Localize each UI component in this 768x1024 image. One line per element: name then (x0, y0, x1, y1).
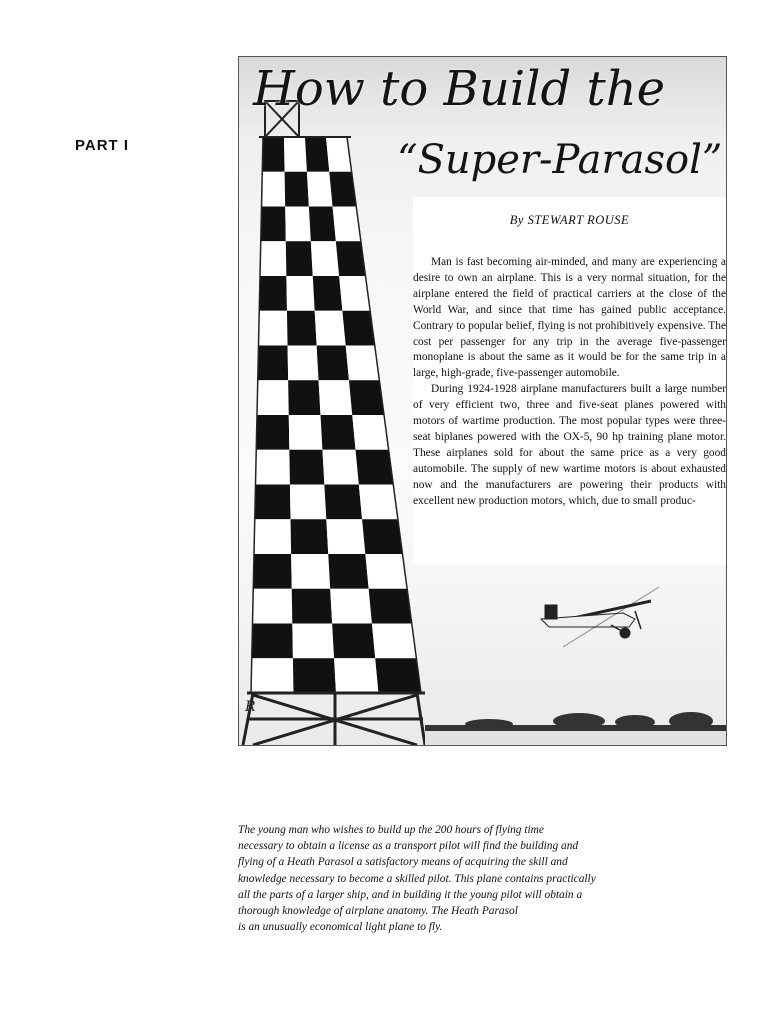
checker-square (352, 415, 388, 450)
checker-square (253, 554, 291, 589)
photo-caption (238, 822, 708, 935)
checker-square (291, 519, 329, 554)
checker-square (332, 624, 375, 659)
checker-square (292, 624, 334, 659)
caption-line: is an unusually economical light plane to fly. (238, 921, 443, 934)
checker-square (328, 554, 368, 589)
caption-line: necessary to obtain a license as a transport pilot will find the building and (238, 840, 579, 853)
checker-square (330, 589, 372, 624)
checker-square (375, 658, 421, 693)
checker-square (293, 658, 336, 693)
checker-square (287, 311, 317, 346)
checker-square (289, 415, 323, 450)
checker-square (359, 485, 398, 520)
checker-square (346, 346, 380, 381)
checker-square (326, 519, 365, 554)
checker-square (288, 346, 319, 381)
checker-square (258, 346, 288, 381)
checker-square (319, 380, 353, 415)
checker-square (334, 658, 378, 693)
caption-line: flying of a Heath Parasol a satisfactory means of acquiring the skill and (238, 856, 568, 869)
checker-square (291, 554, 330, 589)
article-text-panel (413, 197, 726, 565)
caption-line: all the parts of a larger ship, and in building it the young pilot will obtain a (238, 888, 583, 901)
checker-square (256, 415, 289, 450)
checker-square (315, 311, 346, 346)
checker-square (262, 137, 284, 172)
checker-square (309, 207, 336, 242)
checker-square (292, 589, 332, 624)
checker-square (356, 450, 394, 485)
article-paragraph-2: During 1924-1928 airplane manufacturers built a large number of very efficient two, three and five-seat planes powered with motors of wartime production. The most popular types were three-seat biplanes powered with the OX-5, 90 hp training plane motor. These airplanes sold for about the same price as a very good automobile. The supply of new wartime motors is about exhausted now and the manufacturers are powering their products with excellent new production motors, which, due to small produc- (413, 383, 726, 507)
checker-square (284, 137, 307, 172)
checker-square (311, 241, 339, 276)
checker-square (256, 450, 290, 485)
checker-square (324, 485, 362, 520)
checker-square (251, 658, 294, 693)
checker-square (317, 346, 349, 381)
checker-square (259, 276, 287, 311)
checker-square (286, 276, 314, 311)
checker-square (369, 589, 412, 624)
photo-mark: R (245, 699, 256, 715)
article-paragraph-1: Man is fast becoming air-minded, and many are experiencing a desire to own an airplane. This is a very normal situation, for the airplane entered the field of practical carriers at the close of the World War, and since that time has gained public acceptance. Contrary to popular belief, flying is not prohibitively expensive. The cost per passenger for any trip in the average five-passenger monoplane is about the same as it would be for the same trip in a large, high-grade, five-passenger automobile. (413, 256, 726, 380)
caption-line: The young man who wishes to build up the 200 hours of flying time (238, 824, 544, 836)
checker-square (322, 450, 358, 485)
checker-square (290, 485, 326, 520)
checker-square (305, 137, 329, 172)
checker-square (307, 172, 333, 207)
article-body (413, 255, 726, 510)
checker-square (255, 485, 291, 520)
checker-square (253, 589, 293, 624)
checker-square (288, 380, 320, 415)
checker-square (252, 624, 293, 659)
checker-square (285, 172, 309, 207)
checker-square (262, 172, 286, 207)
article-title-line-2: “Super-Parasol” (397, 137, 723, 183)
caption-line: knowledge necessary to become a skilled pilot. This plane contains practically (238, 872, 596, 885)
checker-square (365, 554, 407, 589)
checker-square (321, 415, 356, 450)
checker-square (372, 624, 416, 659)
checker-square (362, 519, 402, 554)
article-title-line-1: How to Build the (253, 61, 666, 117)
checker-square (342, 311, 374, 346)
checker-square (259, 311, 288, 346)
article-photo (238, 56, 727, 746)
checker-square (286, 241, 313, 276)
checker-square (313, 276, 343, 311)
checker-square (349, 380, 384, 415)
checker-square (254, 519, 291, 554)
airplane-illustration (541, 587, 659, 647)
caption-line: thorough knowledge of airplane anatomy. The Heath Parasol (238, 905, 518, 918)
checker-square (260, 241, 286, 276)
checker-square (261, 207, 286, 242)
checker-square (289, 450, 324, 485)
checker-square (285, 207, 311, 242)
checker-square (257, 380, 289, 415)
byline: By STEWART ROUSE (509, 213, 630, 227)
part-label: PART I (75, 137, 130, 154)
